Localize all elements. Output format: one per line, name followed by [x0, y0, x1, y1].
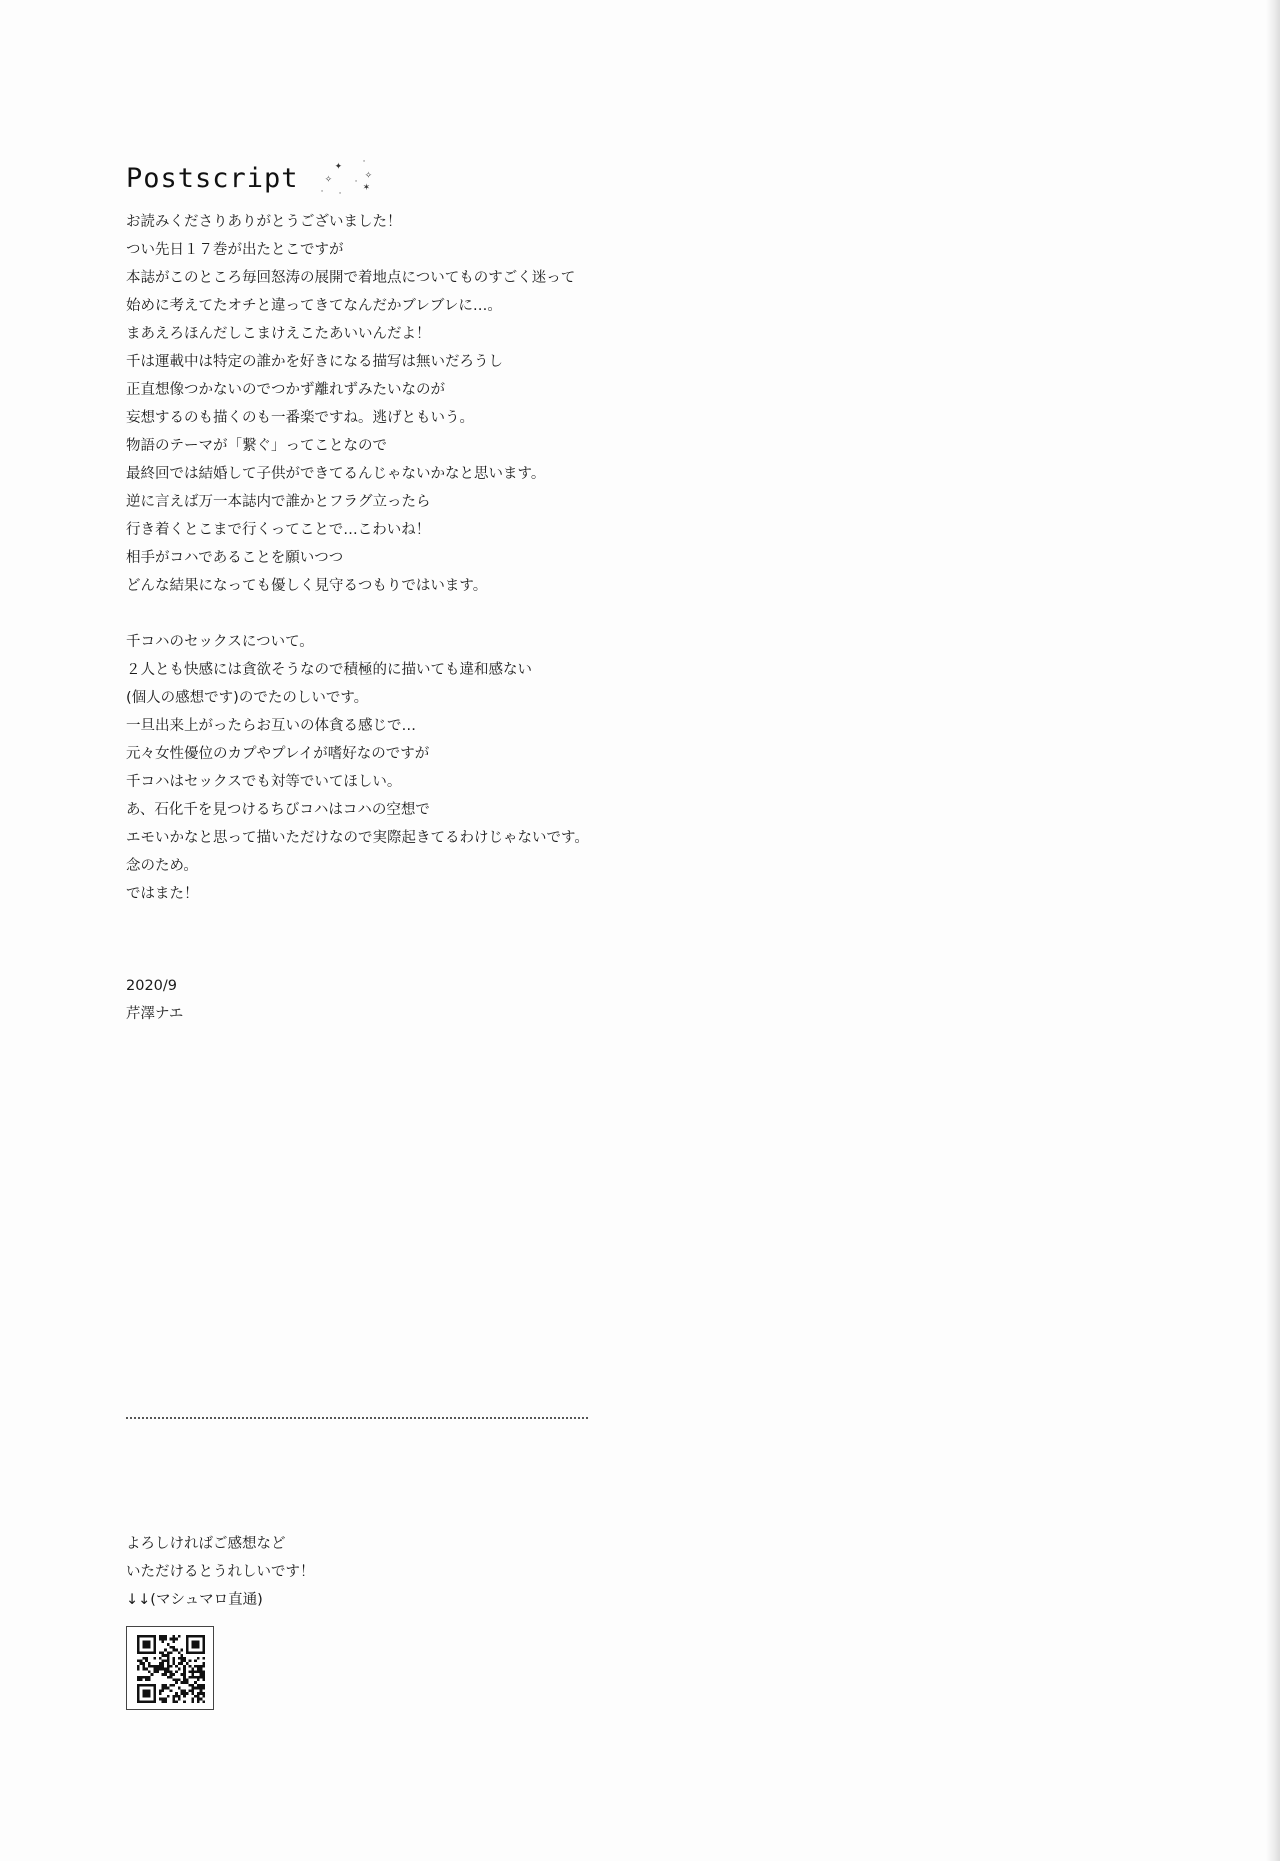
body-line: 千は運載中は特定の誰かを好きになる描写は無いだろうし — [126, 354, 503, 370]
body-line: まあえろほんだしこまけえこたあいいんだよ！ — [126, 326, 431, 342]
body-line: 千コハのセックスについて。 — [126, 634, 314, 650]
paragraph-gap — [126, 600, 886, 628]
body-line: 正直想像つかないのでつかず離れずみたいなのが — [126, 382, 445, 398]
body-line: 念のため。 — [126, 858, 198, 874]
body-line: 逆に言えば万一本誌内で誰かとフラグ立ったら — [126, 494, 431, 510]
body-line: (個人の感想です)のでたのしいです。 — [126, 690, 369, 706]
body-line: 千コハはセックスでも対等でいてほしい。 — [126, 774, 402, 790]
postscript-body — [126, 208, 886, 908]
body-line: 本誌がこのところ毎回怒涛の展開で着地点についてものすごく迷って — [126, 270, 576, 286]
request-line: いただけるとうれしいです！ — [126, 1564, 315, 1580]
qr-code-graphic — [137, 1635, 205, 1703]
body-line: あ、石化千を見つけるちびコハはコハの空想で — [126, 802, 430, 818]
body-line: ２人とも快感には貪欲そうなので積極的に描いても違和感ない — [126, 662, 532, 678]
qr-code-icon[interactable] — [126, 1626, 214, 1710]
page-title: Postscript — [126, 162, 299, 194]
signature-date: 2020/9 — [126, 978, 178, 994]
body-line: 妄想するのも描くのも一番楽ですね。逃げともいう。 — [126, 410, 474, 426]
body-line: 物語のテーマが「繋ぐ」ってことなので — [126, 438, 387, 454]
feedback-request — [126, 1530, 315, 1614]
body-line: 行き着くとこまで行くってことで…こわいね！ — [126, 522, 431, 538]
postscript-heading — [126, 158, 383, 198]
sparkles-icon: ✦ ✧ · · · ✧ · ✶ — [320, 157, 373, 199]
body-line: 一旦出来上がったらお互いの体貪る感じで… — [126, 718, 416, 734]
body-line: 相手がコハであることを願いつつ — [126, 550, 344, 566]
body-line: お読みくださりありがとうございました！ — [126, 214, 402, 230]
body-line: どんな結果になっても優しく見守るつもりではいます。 — [126, 578, 488, 594]
signature — [126, 972, 183, 1028]
request-line: ↓↓(マシュマロ直通) — [126, 1592, 263, 1608]
body-line: 始めに考えてたオチと違ってきてなんだかブレブレに…。 — [126, 298, 502, 314]
dotted-divider — [126, 1417, 588, 1419]
request-line: よろしければご感想など — [126, 1536, 286, 1552]
page-edge — [1266, 0, 1280, 1861]
body-line: 元々女性優位のカプやプレイが嗜好なのですが — [126, 746, 430, 762]
body-line: エモいかなと思って描いただけなので実際起きてるわけじゃないです。 — [126, 830, 589, 846]
signature-author: 芹澤ナエ — [126, 1006, 184, 1022]
body-line: 最終回では結婚して子供ができてるんじゃないかなと思います。 — [126, 466, 546, 482]
body-line: つい先日１７巻が出たとこですが — [126, 242, 344, 258]
body-line: ではまた！ — [126, 886, 199, 902]
